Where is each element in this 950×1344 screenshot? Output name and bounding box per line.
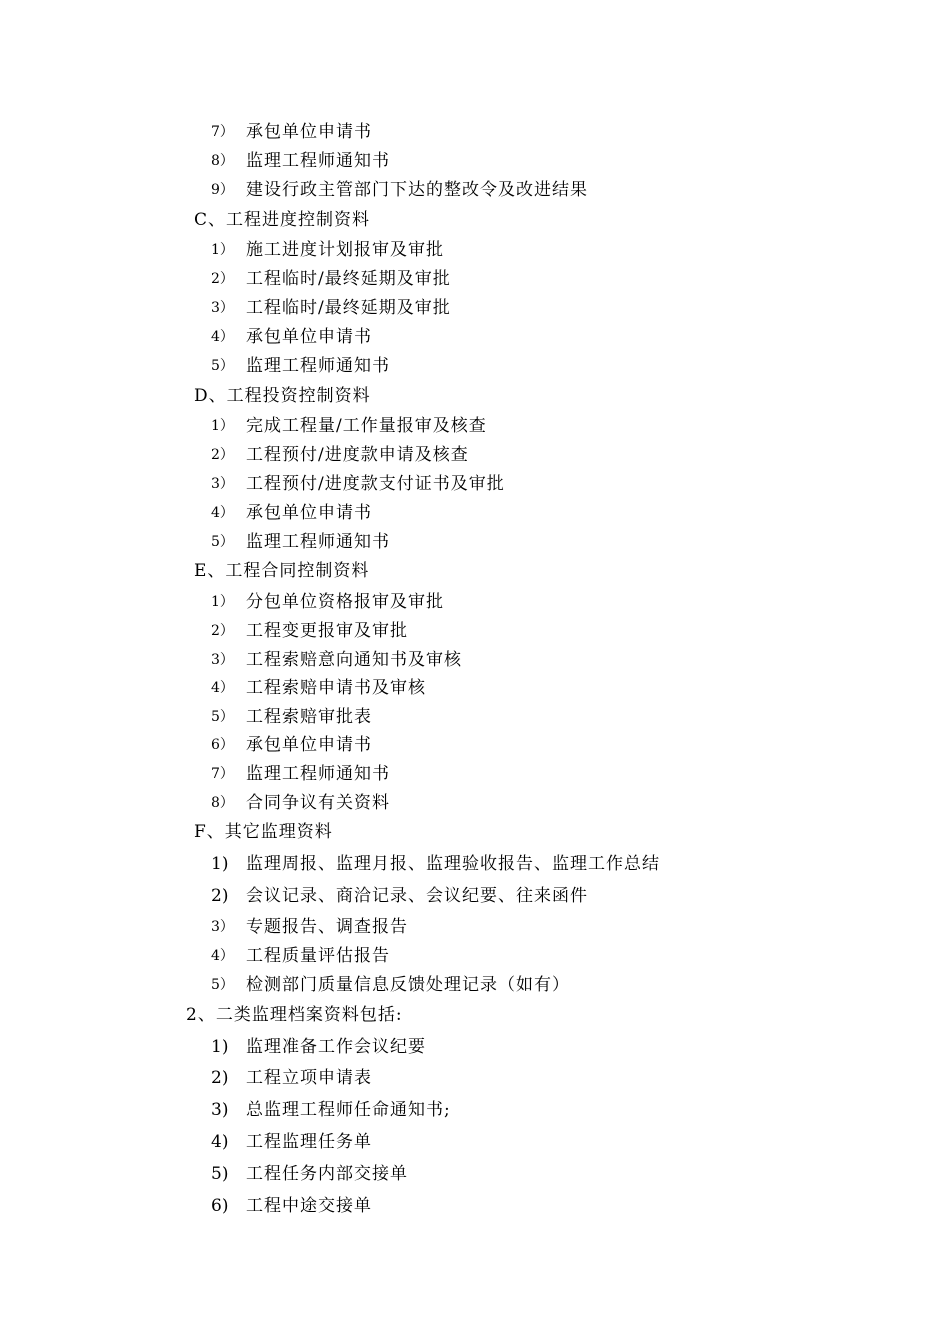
item-text: 分包单位资格报审及审批 <box>246 592 444 612</box>
item-number: 7） <box>211 766 234 782</box>
item-text: 合同争议有关资料 <box>246 793 390 813</box>
item-text: 检测部门质量信息反馈处理记录（如有） <box>246 975 570 995</box>
item-number: 1） <box>211 418 234 434</box>
item-number: 2） <box>211 271 234 287</box>
item-number: 5） <box>211 534 234 550</box>
item-text: 监理准备工作会议纪要 <box>246 1037 426 1057</box>
item-text: 承包单位申请书 <box>246 503 372 523</box>
item-text: 工程质量评估报告 <box>246 946 390 966</box>
item-number: 1） <box>211 594 234 610</box>
item-number: 4） <box>211 680 234 696</box>
item-number: 3） <box>211 919 234 935</box>
item-text: 专题报告、调查报告 <box>246 917 408 937</box>
item-number: 4） <box>211 329 234 345</box>
item-number: 4） <box>211 948 234 964</box>
item-text: 会议记录、商洽记录、会议纪要、往来函件 <box>246 886 588 906</box>
item-text: 工程任务内部交接单 <box>246 1164 408 1184</box>
item-number: 1) <box>211 854 229 874</box>
section-heading-2: 2、二类监理档案资料包括: <box>186 1005 403 1025</box>
item-number: 5) <box>211 1164 229 1184</box>
item-number: 5） <box>211 709 234 725</box>
section-heading-d: D、工程投资控制资料 <box>194 386 371 406</box>
item-text: 工程索赔审批表 <box>246 707 372 727</box>
item-number: 9） <box>211 182 234 198</box>
item-number: 5） <box>211 358 234 374</box>
item-text: 工程索赔申请书及审核 <box>246 678 426 698</box>
item-text: 工程索赔意向通知书及审核 <box>246 650 462 670</box>
item-number: 2） <box>211 447 234 463</box>
item-text: 承包单位申请书 <box>246 327 372 347</box>
item-text: 工程临时/最终延期及审批 <box>246 269 451 289</box>
item-text: 工程监理任务单 <box>246 1132 372 1152</box>
item-number: 2） <box>211 623 234 639</box>
item-number: 3） <box>211 300 234 316</box>
item-number: 8） <box>211 153 234 169</box>
item-number: 4) <box>211 1132 229 1152</box>
item-text: 工程中途交接单 <box>246 1196 372 1216</box>
item-number: 1) <box>211 1037 229 1057</box>
section-heading-f: F、其它监理资料 <box>194 822 333 842</box>
item-number: 2) <box>211 1068 229 1088</box>
item-text: 监理工程师通知书 <box>246 764 390 784</box>
item-text: 工程预付/进度款支付证书及审批 <box>246 474 505 494</box>
item-text: 工程变更报审及审批 <box>246 621 408 641</box>
item-number: 3） <box>211 652 234 668</box>
item-number: 3) <box>211 1100 229 1120</box>
section-heading-c: C、工程进度控制资料 <box>194 210 371 230</box>
item-number: 8） <box>211 795 234 811</box>
item-text: 工程临时/最终延期及审批 <box>246 298 451 318</box>
item-text: 监理工程师通知书 <box>246 532 390 552</box>
item-text: 监理工程师通知书 <box>246 356 390 376</box>
item-number: 3） <box>211 476 234 492</box>
item-number: 7） <box>211 124 234 140</box>
item-number: 2) <box>211 886 229 906</box>
item-text: 承包单位申请书 <box>246 122 372 142</box>
item-number: 6） <box>211 737 234 753</box>
item-number: 4） <box>211 505 234 521</box>
item-text: 施工进度计划报审及审批 <box>246 240 444 260</box>
item-text: 工程预付/进度款申请及核查 <box>246 445 469 465</box>
item-text: 监理工程师通知书 <box>246 151 390 171</box>
item-text: 总监理工程师任命通知书; <box>246 1100 451 1120</box>
item-text: 工程立项申请表 <box>246 1068 372 1088</box>
item-text: 监理周报、监理月报、监理验收报告、监理工作总结 <box>246 854 660 874</box>
item-number: 5） <box>211 977 234 993</box>
item-number: 1） <box>211 242 234 258</box>
item-text: 承包单位申请书 <box>246 735 372 755</box>
item-number: 6) <box>211 1196 229 1216</box>
item-text: 完成工程量/工作量报审及核查 <box>246 416 487 436</box>
item-text: 建设行政主管部门下达的整改令及改进结果 <box>246 180 588 200</box>
section-heading-e: E、工程合同控制资料 <box>194 561 370 581</box>
